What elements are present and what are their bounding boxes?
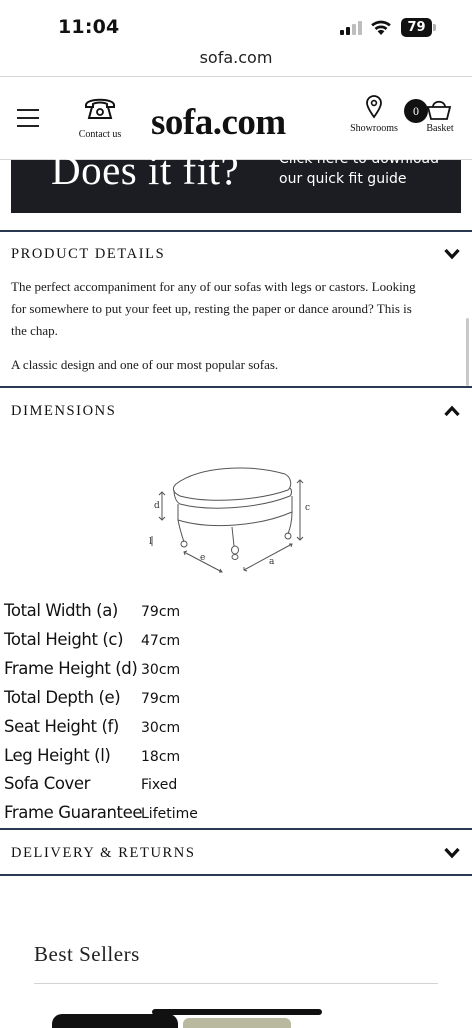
spec-row	[4, 659, 264, 687]
chevron-down-icon[interactable]	[444, 248, 460, 260]
battery-icon	[401, 18, 437, 37]
signal-icon	[340, 21, 364, 35]
spec-label: Leg Height (l)	[4, 746, 111, 765]
spec-value: 18cm	[141, 749, 181, 765]
status-time: 11:04	[58, 16, 120, 38]
spec-label: Total Depth (e)	[4, 688, 121, 707]
contact-us-label: Contact us	[78, 129, 122, 140]
banner-link-line2: our quick fit guide	[279, 171, 407, 187]
diagram-label-e: e	[200, 553, 206, 563]
spec-label: Seat Height (f)	[4, 717, 119, 736]
spec-row	[4, 630, 264, 658]
diagram-label-a: a	[269, 557, 275, 567]
showrooms-label: Showrooms	[350, 123, 398, 134]
spec-value: 79cm	[141, 691, 181, 707]
diagram-label-d: d	[154, 501, 160, 511]
spec-label: Sofa Cover	[4, 774, 91, 793]
product-card-image[interactable]	[183, 1018, 291, 1028]
best-sellers-divider	[34, 983, 438, 984]
dimensions-heading[interactable]: DIMENSIONS	[11, 403, 117, 419]
hamburger-icon[interactable]	[17, 109, 39, 127]
section-divider	[0, 386, 472, 388]
fit-guide-banner[interactable]	[11, 147, 461, 213]
section-divider	[0, 230, 472, 232]
diagram-label-l: l	[149, 537, 152, 547]
banner-title: Does it fit?	[51, 147, 240, 193]
wifi-icon	[369, 18, 393, 36]
spec-label: Frame Height (d)	[4, 659, 138, 678]
spec-value: 47cm	[141, 633, 181, 649]
spec-row	[4, 746, 264, 774]
battery-level: 79	[401, 18, 432, 37]
footstool-dimension-diagram	[140, 460, 330, 580]
spec-value: 30cm	[141, 662, 181, 678]
diagram-label-c: c	[305, 503, 311, 513]
spec-value: Fixed	[141, 777, 178, 793]
product-description-2: A classic design and one of our most popular sofas.	[11, 357, 279, 372]
delivery-returns-heading[interactable]: DELIVERY & RETURNS	[11, 845, 196, 861]
location-pin-icon	[365, 95, 383, 119]
product-description-line: for somewhere to put your feet up, resting the paper or dance around? This is	[11, 301, 412, 316]
telephone-icon	[83, 95, 117, 121]
product-description	[11, 276, 451, 342]
scrollbar[interactable]	[466, 318, 469, 386]
spec-row	[4, 803, 264, 831]
home-indicator[interactable]	[152, 1009, 322, 1015]
product-details-heading[interactable]: PRODUCT DETAILS	[11, 246, 166, 262]
spec-label: Total Height (c)	[4, 630, 124, 649]
basket-count-badge: 0	[404, 99, 428, 123]
spec-value: Lifetime	[141, 806, 198, 822]
basket-icon	[426, 97, 452, 121]
spec-value: 30cm	[141, 720, 181, 736]
product-description-line: The perfect accompaniment for any of our sofas with legs or castors. Looking	[11, 279, 416, 294]
spec-row	[4, 774, 264, 802]
spec-row	[4, 601, 264, 629]
spec-value: 79cm	[141, 604, 181, 620]
spec-label: Frame Guarantee	[4, 803, 143, 822]
url-bar[interactable]: sofa.com	[199, 48, 273, 67]
best-sellers-title: Best Sellers	[34, 942, 140, 966]
basket-label: Basket	[426, 123, 454, 134]
site-logo[interactable]: sofa.com	[151, 102, 286, 143]
chevron-up-icon[interactable]	[444, 405, 460, 417]
spec-row	[4, 717, 264, 745]
spec-row	[4, 688, 264, 716]
section-divider	[0, 828, 472, 830]
product-description-line: the chap.	[11, 323, 58, 338]
status-bar	[0, 0, 472, 46]
section-divider	[0, 874, 472, 876]
chevron-down-icon[interactable]	[444, 847, 460, 859]
product-card-image[interactable]	[52, 1014, 178, 1028]
banner-link-line1: Click here to download	[279, 151, 440, 167]
spec-label: Total Width (a)	[4, 601, 118, 620]
